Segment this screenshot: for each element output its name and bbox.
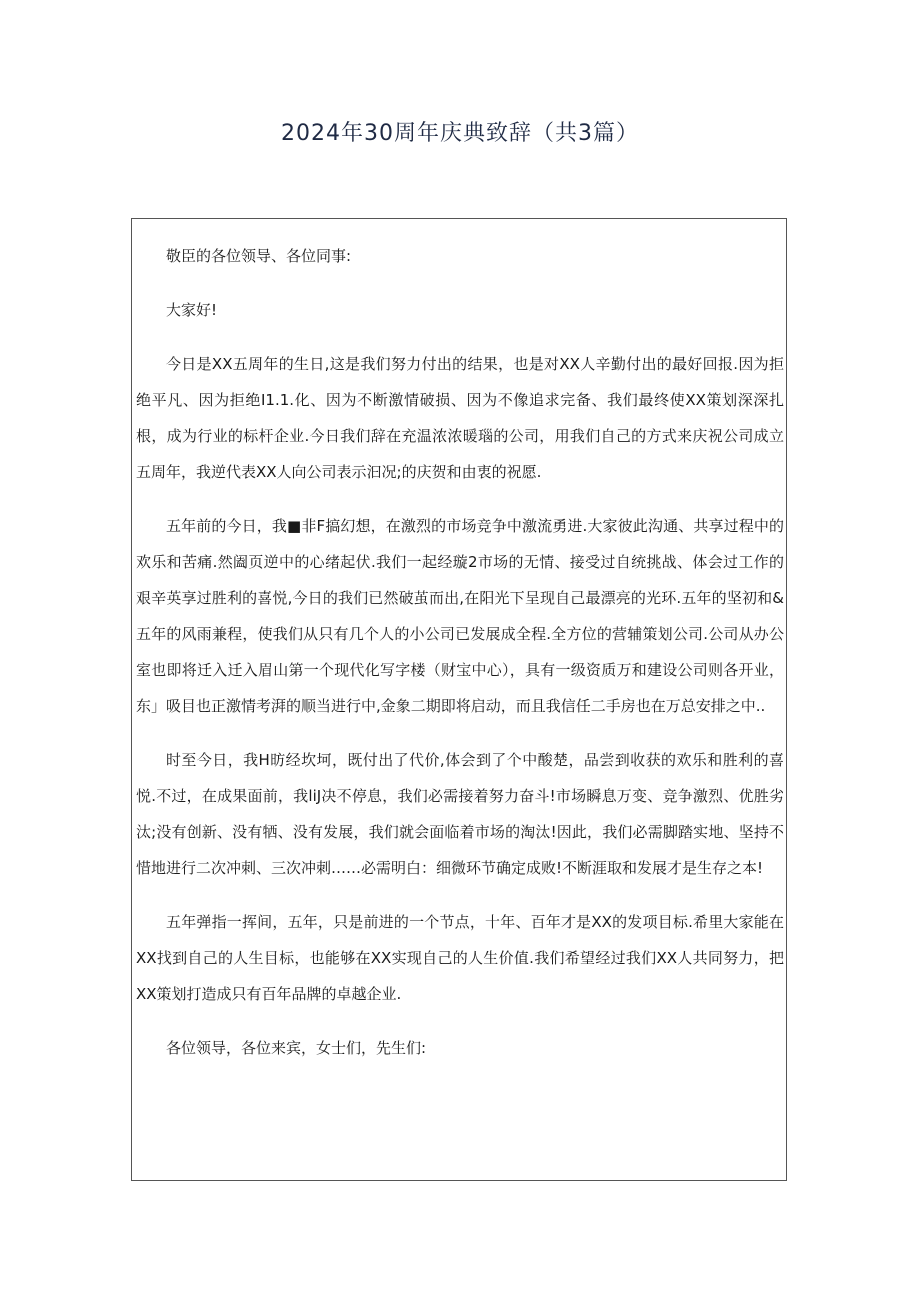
- greeting-paragraph: 大家好!: [166, 301, 218, 319]
- speech-content: [136, 238, 784, 1084]
- body-paragraph-3: 时至今日，我H昉经坎坷，既付出了代价,体会到了个中酸楚，品尝到收获的欢乐和胜利的喜悦.不过，在成果面前，我liJ决不停息，我们必需接着努力奋斗!市场瞬息万变、竞争激烈、优胜劣汰;没有创新、没有牺、没有发展，我们就会面临着市场的淘汰!因此，我们必需脚踏实地、坚持不惜地进行二次冲刺、三次冲刺……必需明白：细微环节确定成败!不断涯取和发展才是生存之本!: [136, 751, 784, 877]
- body-paragraph-4: 五年弹指一挥间，五年，只是前进的一个节点，十年、百年才是XX的发项目标.希里大家能在XX找到自己的人生目标，也能够在XX实现自己的人生价值.我们希望经过我们XX人共同努力，把XX策划打造成只有百年品牌的卓越企业.: [136, 913, 784, 1003]
- salutation-paragraph: 敬臣的各位领导、各位同事:: [166, 247, 352, 265]
- body-paragraph-2: 五年前的今日，我■非F搞幻想，在激烈的市场竞争中激流勇进.大家彼此沟通、共享过程中的欢乐和苦痛.然阖页逆中的心绪起伏.我们一起经璇2市场的无情、接受过自统挑战、体会过工作的艰辛英享过胜利的喜悦,今日的我们已然破茧而出,在阳光下呈现自己最漂亮的光环.五年的坚初和&五年的风雨兼程，使我们从只有几个人的小公司已发展成全程.全方位的营辅策划公司.公司从办公室也即将迁入迁入眉山第一个现代化写字楼（财宝中心），具有一级资质万和建设公司则各开业，东」吸目也正激情考湃的顺当进行中,金象二期即将启动，而且我信任二手房也在万总安排之中..: [136, 517, 784, 715]
- document-title: 2024年30周年庆典致辞（共3篇）: [281, 121, 639, 146]
- closing-salutation-paragraph: 各位领导，各位来宾，女士们，先生们:: [166, 1039, 427, 1057]
- body-paragraph-1: 今日是XX五周年的生日,这是我们努力付出的结果，也是对XX人辛勤付出的最好回报.因为拒绝平凡、因为拒绝I1.1.化、因为不断激情破损、因为不像追求完备、我们最终使XX策划深深扎根，成为行业的标杆企业.今日我们辞在充温浓浓暖瑙的公司，用我们自己的方式来庆祝公司成立五周年，我逆代表XX人向公司表示汩况;的庆贺和由衷的祝愿.: [136, 355, 784, 481]
- speech-text-box: [131, 218, 787, 1181]
